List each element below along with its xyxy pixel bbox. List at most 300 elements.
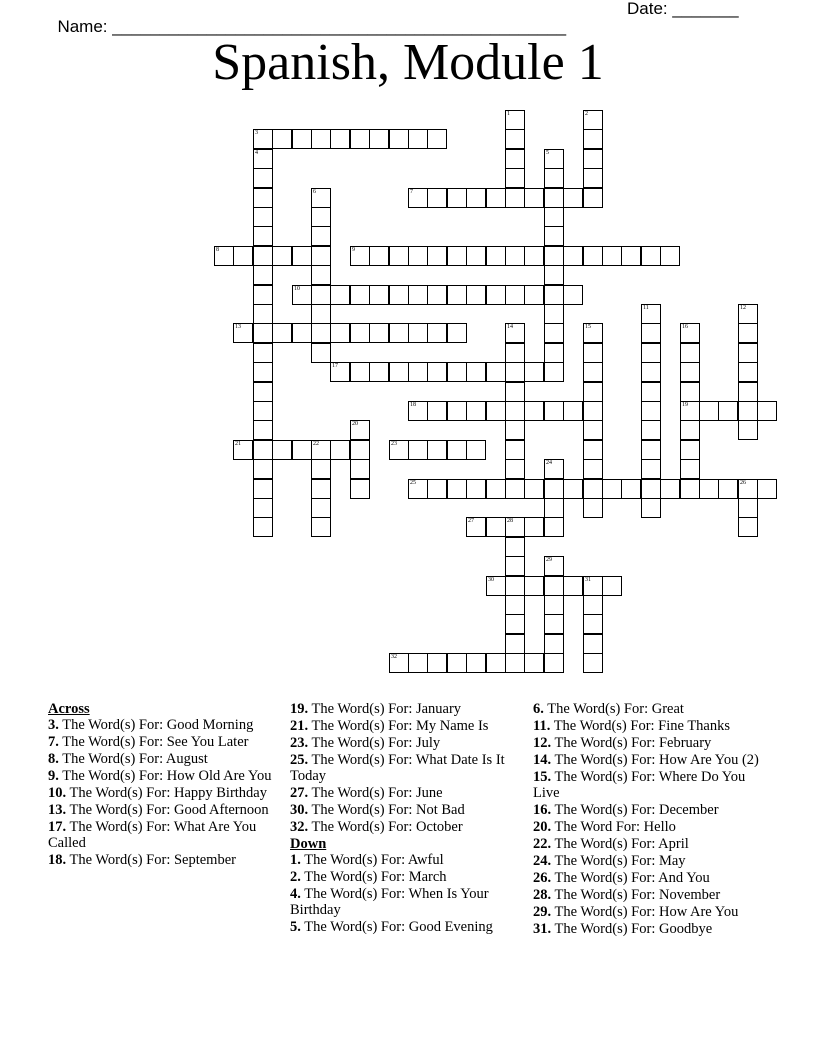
crossword-cell[interactable] xyxy=(427,323,447,343)
crossword-cell[interactable] xyxy=(680,420,700,440)
crossword-cell[interactable] xyxy=(544,498,564,518)
clue-number: 17 xyxy=(332,363,338,369)
crossword-cell[interactable] xyxy=(544,188,564,208)
crossword-cell[interactable] xyxy=(738,304,758,324)
crossword-cell[interactable] xyxy=(389,440,409,460)
crossword-cell[interactable] xyxy=(718,401,738,421)
crossword-cell[interactable] xyxy=(253,304,273,324)
crossword-cell[interactable] xyxy=(466,653,486,673)
crossword-cell[interactable] xyxy=(253,323,273,343)
crossword-cell[interactable] xyxy=(583,323,603,343)
crossword-cell[interactable] xyxy=(427,285,447,305)
crossword-cell[interactable] xyxy=(505,459,525,479)
crossword-cell[interactable] xyxy=(369,285,389,305)
clue-number: 31 xyxy=(585,577,591,583)
crossword-cell[interactable] xyxy=(563,188,583,208)
crossword-cell[interactable] xyxy=(621,246,641,266)
crossword-cell[interactable] xyxy=(311,129,331,149)
crossword-cell[interactable] xyxy=(757,401,777,421)
crossword-cell[interactable] xyxy=(253,265,273,285)
crossword-cell[interactable] xyxy=(583,479,603,499)
crossword-cell[interactable] xyxy=(233,246,253,266)
crossword-cell[interactable] xyxy=(641,498,661,518)
crossword-cell[interactable] xyxy=(311,265,331,285)
crossword-cell[interactable] xyxy=(583,459,603,479)
crossword-cell[interactable] xyxy=(350,440,370,460)
crossword-cell[interactable] xyxy=(583,634,603,654)
crossword-cell[interactable] xyxy=(544,595,564,615)
crossword-cell[interactable] xyxy=(389,653,409,673)
crossword-cell[interactable] xyxy=(641,420,661,440)
clue-text: The Word(s) For: May xyxy=(551,853,686,869)
crossword-cell[interactable] xyxy=(738,362,758,382)
crossword-cell[interactable] xyxy=(311,285,331,305)
crossword-cell[interactable] xyxy=(447,188,467,208)
crossword-cell[interactable] xyxy=(544,207,564,227)
crossword-cell[interactable] xyxy=(427,479,447,499)
clue-text: The Word(s) For: Goodbye xyxy=(551,921,713,937)
crossword-cell[interactable] xyxy=(641,440,661,460)
clue-text: The Word(s) For: Great xyxy=(543,701,684,717)
crossword-cell[interactable] xyxy=(680,382,700,402)
name-field-label[interactable]: Name: ________________________________________________ xyxy=(57,17,567,36)
clue-number: 2 xyxy=(585,111,588,117)
crossword-cell[interactable] xyxy=(505,110,525,130)
crossword-cell[interactable] xyxy=(505,479,525,499)
crossword-cell[interactable] xyxy=(680,323,700,343)
crossword-cell[interactable] xyxy=(602,479,622,499)
crossword-cell[interactable] xyxy=(641,246,661,266)
crossword-cell[interactable] xyxy=(272,323,292,343)
crossword-cell[interactable] xyxy=(292,440,312,460)
crossword-cell[interactable] xyxy=(253,459,273,479)
crossword-cell[interactable] xyxy=(466,440,486,460)
crossword-cell[interactable] xyxy=(738,498,758,518)
crossword-cell[interactable] xyxy=(253,285,273,305)
clue-number: 22. xyxy=(533,836,552,852)
crossword-cell[interactable] xyxy=(447,362,467,382)
clue-number: 25 xyxy=(410,480,416,486)
crossword-cell[interactable] xyxy=(466,479,486,499)
crossword-cell[interactable] xyxy=(466,517,486,537)
crossword-cell[interactable] xyxy=(583,576,603,596)
clue-item xyxy=(533,836,763,852)
clue-item xyxy=(533,752,763,768)
crossword-cell[interactable] xyxy=(253,479,273,499)
crossword-cell[interactable] xyxy=(427,246,447,266)
crossword-cell[interactable] xyxy=(389,129,409,149)
crossword-cell[interactable] xyxy=(408,401,428,421)
crossword-cell[interactable] xyxy=(350,479,370,499)
crossword-cell[interactable] xyxy=(408,362,428,382)
clue-number: 10 xyxy=(294,286,300,292)
crossword-cell[interactable] xyxy=(253,129,273,149)
crossword-cell[interactable] xyxy=(544,149,564,169)
crossword-cell[interactable] xyxy=(524,362,544,382)
clue-item xyxy=(533,735,763,751)
crossword-cell[interactable] xyxy=(544,653,564,673)
crossword-cell[interactable] xyxy=(563,285,583,305)
crossword-cell[interactable] xyxy=(253,207,273,227)
crossword-cell[interactable] xyxy=(524,188,544,208)
crossword-cell[interactable] xyxy=(408,323,428,343)
crossword-cell[interactable] xyxy=(447,653,467,673)
crossword-cell[interactable] xyxy=(466,285,486,305)
crossword-cell[interactable] xyxy=(583,653,603,673)
crossword-cell[interactable] xyxy=(253,188,273,208)
crossword-cell[interactable] xyxy=(369,323,389,343)
crossword-cell[interactable] xyxy=(408,188,428,208)
crossword-cell[interactable] xyxy=(505,188,525,208)
crossword-cell[interactable] xyxy=(563,479,583,499)
crossword-cell[interactable] xyxy=(350,285,370,305)
crossword-cell[interactable] xyxy=(486,246,506,266)
crossword-cell[interactable] xyxy=(544,614,564,634)
crossword-cell[interactable] xyxy=(505,537,525,557)
crossword-cell[interactable] xyxy=(505,614,525,634)
crossword-cell[interactable] xyxy=(466,246,486,266)
crossword-cell[interactable] xyxy=(253,401,273,421)
crossword-cell[interactable] xyxy=(389,285,409,305)
crossword-cell[interactable] xyxy=(505,129,525,149)
clue-text: The Word(s) For: Good Evening xyxy=(300,919,493,935)
crossword-cell[interactable] xyxy=(427,653,447,673)
crossword-cell[interactable] xyxy=(563,576,583,596)
crossword-cell[interactable] xyxy=(524,479,544,499)
clue-text: The Word(s) For: Happy Birthday xyxy=(66,785,267,801)
crossword-cell[interactable] xyxy=(311,188,331,208)
crossword-cell[interactable] xyxy=(311,517,331,537)
crossword-cell[interactable] xyxy=(447,323,467,343)
crossword-cell[interactable] xyxy=(544,226,564,246)
crossword-cell[interactable] xyxy=(292,285,312,305)
clue-number: 4 xyxy=(255,150,258,156)
crossword-cell[interactable] xyxy=(583,362,603,382)
crossword-cell[interactable] xyxy=(350,246,370,266)
crossword-cell[interactable] xyxy=(330,129,350,149)
crossword-cell[interactable] xyxy=(408,246,428,266)
crossword-cell[interactable] xyxy=(427,362,447,382)
crossword-cell[interactable] xyxy=(583,498,603,518)
crossword-cell[interactable] xyxy=(680,343,700,363)
crossword-cell[interactable] xyxy=(505,634,525,654)
crossword-cell[interactable] xyxy=(486,479,506,499)
crossword-cell[interactable] xyxy=(563,246,583,266)
crossword-cell[interactable] xyxy=(583,129,603,149)
crossword-cell[interactable] xyxy=(311,440,331,460)
crossword-cell[interactable] xyxy=(738,517,758,537)
crossword-cell[interactable] xyxy=(583,246,603,266)
crossword-cell[interactable] xyxy=(292,129,312,149)
crossword-cell[interactable] xyxy=(311,479,331,499)
crossword-cell[interactable] xyxy=(466,188,486,208)
crossword-cell[interactable] xyxy=(389,246,409,266)
crossword-cell[interactable] xyxy=(447,285,467,305)
clue-number: 3. xyxy=(48,717,59,733)
crossword-cell[interactable] xyxy=(389,323,409,343)
crossword-cell[interactable] xyxy=(505,323,525,343)
crossword-cell[interactable] xyxy=(311,343,331,363)
crossword-cell[interactable] xyxy=(427,129,447,149)
crossword-cell[interactable] xyxy=(621,479,641,499)
crossword-cell[interactable] xyxy=(641,323,661,343)
crossword-cell[interactable] xyxy=(583,168,603,188)
crossword-cell[interactable] xyxy=(486,362,506,382)
crossword-cell[interactable] xyxy=(311,498,331,518)
crossword-cell[interactable] xyxy=(583,343,603,363)
clue-item xyxy=(290,785,520,801)
crossword-cell[interactable] xyxy=(641,362,661,382)
crossword-cell[interactable] xyxy=(544,343,564,363)
clue-number: 18. xyxy=(48,852,67,868)
clue-number: 17. xyxy=(48,819,67,835)
crossword-cell[interactable] xyxy=(660,246,680,266)
crossword-cell[interactable] xyxy=(253,168,273,188)
crossword-cell[interactable] xyxy=(233,323,253,343)
crossword-cell[interactable] xyxy=(544,576,564,596)
crossword-cell[interactable] xyxy=(505,517,525,537)
crossword-cell[interactable] xyxy=(350,129,370,149)
clue-item xyxy=(533,802,763,818)
crossword-cell[interactable] xyxy=(369,129,389,149)
clue-item xyxy=(48,768,278,784)
clues-column-2 xyxy=(290,701,520,936)
crossword-cell[interactable] xyxy=(699,401,719,421)
crossword-cell[interactable] xyxy=(583,382,603,402)
crossword-cell[interactable] xyxy=(311,207,331,227)
clue-item xyxy=(48,734,278,750)
crossword-cell[interactable] xyxy=(311,323,331,343)
crossword-cell[interactable] xyxy=(486,401,506,421)
clue-item xyxy=(533,887,763,903)
clue-text: The Word(s) For: December xyxy=(551,802,719,818)
crossword-cell[interactable] xyxy=(447,246,467,266)
crossword-cell[interactable] xyxy=(486,285,506,305)
clue-number: 14 xyxy=(507,324,513,330)
crossword-cell[interactable] xyxy=(738,420,758,440)
crossword-cell[interactable] xyxy=(524,401,544,421)
crossword-cell[interactable] xyxy=(544,479,564,499)
clue-number: 6 xyxy=(313,189,316,195)
crossword-cell[interactable] xyxy=(350,459,370,479)
date-field-label[interactable]: Date: _______ xyxy=(627,0,739,18)
crossword-cell[interactable] xyxy=(330,440,350,460)
clue-number: 5 xyxy=(546,150,549,156)
crossword-cell[interactable] xyxy=(524,517,544,537)
crossword-cell[interactable] xyxy=(466,362,486,382)
crossword-cell[interactable] xyxy=(272,129,292,149)
clue-item xyxy=(48,717,278,733)
clue-item xyxy=(48,852,278,868)
crossword-cell[interactable] xyxy=(544,556,564,576)
crossword-cell[interactable] xyxy=(214,246,234,266)
crossword-cell[interactable] xyxy=(408,653,428,673)
crossword-cell[interactable] xyxy=(253,420,273,440)
crossword-cell[interactable] xyxy=(583,149,603,169)
crossword-cell[interactable] xyxy=(757,479,777,499)
crossword-cell[interactable] xyxy=(505,246,525,266)
crossword-cell[interactable] xyxy=(583,401,603,421)
crossword-cell[interactable] xyxy=(311,246,331,266)
clue-text: The Word(s) For: Good Afternoon xyxy=(66,802,269,818)
crossword-cell[interactable] xyxy=(583,188,603,208)
crossword-cell[interactable] xyxy=(486,517,506,537)
crossword-cell[interactable] xyxy=(486,653,506,673)
crossword-cell[interactable] xyxy=(486,188,506,208)
crossword-cell[interactable] xyxy=(718,479,738,499)
crossword-cell[interactable] xyxy=(389,362,409,382)
crossword-cell[interactable] xyxy=(505,576,525,596)
clue-number: 21. xyxy=(290,718,309,734)
crossword-cell[interactable] xyxy=(272,246,292,266)
crossword-cell[interactable] xyxy=(544,401,564,421)
crossword-cell[interactable] xyxy=(583,110,603,130)
crossword-cell[interactable] xyxy=(505,149,525,169)
clues-column-3 xyxy=(533,701,763,938)
clue-number: 25. xyxy=(290,752,309,768)
crossword-cell[interactable] xyxy=(544,246,564,266)
clue-number: 16. xyxy=(533,802,552,818)
crossword-cell[interactable] xyxy=(253,246,273,266)
crossword-cell[interactable] xyxy=(505,653,525,673)
clue-text: The Word(s) For: What Date Is It Today xyxy=(290,752,505,784)
clue-item xyxy=(533,921,763,937)
crossword-cell[interactable] xyxy=(408,285,428,305)
crossword-cell[interactable] xyxy=(544,265,564,285)
crossword-cell[interactable] xyxy=(486,576,506,596)
crossword-cell[interactable] xyxy=(350,362,370,382)
crossword-cell[interactable] xyxy=(738,323,758,343)
clue-text: The Word(s) For: June xyxy=(308,785,443,801)
crossword-cell[interactable] xyxy=(505,285,525,305)
clue-number: 23 xyxy=(391,441,397,447)
crossword-cell[interactable] xyxy=(524,246,544,266)
crossword-cell[interactable] xyxy=(505,362,525,382)
crossword-cell[interactable] xyxy=(369,362,389,382)
crossword-cell[interactable] xyxy=(447,401,467,421)
crossword-cell[interactable] xyxy=(427,440,447,460)
crossword-cell[interactable] xyxy=(641,459,661,479)
crossword-cell[interactable] xyxy=(253,382,273,402)
crossword-cell[interactable] xyxy=(680,459,700,479)
crossword-cell[interactable] xyxy=(544,304,564,324)
crossword-cell[interactable] xyxy=(583,595,603,615)
crossword-cell[interactable] xyxy=(738,382,758,402)
crossword-cell[interactable] xyxy=(680,362,700,382)
crossword-cell[interactable] xyxy=(641,401,661,421)
crossword-cell[interactable] xyxy=(505,382,525,402)
crossword-cell[interactable] xyxy=(544,323,564,343)
crossword-cell[interactable] xyxy=(466,401,486,421)
clue-text: The Word(s) For: What Are You Called xyxy=(48,819,257,851)
crossword-cell[interactable] xyxy=(447,479,467,499)
crossword-cell[interactable] xyxy=(680,440,700,460)
crossword-cell[interactable] xyxy=(524,576,544,596)
clue-item xyxy=(48,785,278,801)
clue-text: The Word For: Hello xyxy=(551,819,676,835)
crossword-cell[interactable] xyxy=(583,440,603,460)
crossword-cell[interactable] xyxy=(505,168,525,188)
crossword-cell[interactable] xyxy=(447,440,467,460)
crossword-cell[interactable] xyxy=(544,168,564,188)
crossword-cell[interactable] xyxy=(292,246,312,266)
crossword-cell[interactable] xyxy=(544,285,564,305)
crossword-cell[interactable] xyxy=(699,479,719,499)
crossword-cell[interactable] xyxy=(641,304,661,324)
clue-number: 32. xyxy=(290,819,309,835)
crossword-cell[interactable] xyxy=(505,343,525,363)
crossword-cell[interactable] xyxy=(311,226,331,246)
clue-number: 19 xyxy=(682,402,688,408)
clue-item xyxy=(290,819,520,835)
crossword-cell[interactable] xyxy=(641,382,661,402)
crossword-cell[interactable] xyxy=(253,343,273,363)
crossword-cell[interactable] xyxy=(408,129,428,149)
crossword-cell[interactable] xyxy=(427,188,447,208)
crossword-cell[interactable] xyxy=(253,517,273,537)
crossword-cell[interactable] xyxy=(680,479,700,499)
crossword-cell[interactable] xyxy=(544,459,564,479)
crossword-cell[interactable] xyxy=(272,440,292,460)
crossword-cell[interactable] xyxy=(602,576,622,596)
clue-number: 26. xyxy=(533,870,552,886)
crossword-cell[interactable] xyxy=(292,323,312,343)
crossword-cell[interactable] xyxy=(350,323,370,343)
crossword-cell[interactable] xyxy=(253,362,273,382)
crossword-cell[interactable] xyxy=(544,362,564,382)
crossword-cell[interactable] xyxy=(505,440,525,460)
crossword-cell[interactable] xyxy=(505,595,525,615)
crossword-cell[interactable] xyxy=(505,420,525,440)
crossword-cell[interactable] xyxy=(680,401,700,421)
crossword-cell[interactable] xyxy=(660,479,680,499)
crossword-cell[interactable] xyxy=(738,401,758,421)
crossword-cell[interactable] xyxy=(583,614,603,634)
crossword-cell[interactable] xyxy=(583,420,603,440)
crossword-cell[interactable] xyxy=(330,285,350,305)
crossword-cell[interactable] xyxy=(253,440,273,460)
crossword-cell[interactable] xyxy=(524,285,544,305)
crossword-cell[interactable] xyxy=(524,653,544,673)
crossword-cell[interactable] xyxy=(641,343,661,363)
crossword-cell[interactable] xyxy=(330,323,350,343)
crossword-cell[interactable] xyxy=(253,149,273,169)
clue-text: The Word(s) For: July xyxy=(308,735,441,751)
crossword-cell[interactable] xyxy=(408,440,428,460)
crossword-cell[interactable] xyxy=(738,479,758,499)
crossword-cell[interactable] xyxy=(505,556,525,576)
crossword-cell[interactable] xyxy=(233,440,253,460)
crossword-cell[interactable] xyxy=(369,246,389,266)
crossword-cell[interactable] xyxy=(330,362,350,382)
crossword-cell[interactable] xyxy=(311,304,331,324)
crossword-cell[interactable] xyxy=(311,459,331,479)
crossword-cell[interactable] xyxy=(544,634,564,654)
crossword-cell[interactable] xyxy=(544,517,564,537)
crossword-cell[interactable] xyxy=(253,226,273,246)
crossword-cell[interactable] xyxy=(253,498,273,518)
clue-text: The Word(s) For: Not Bad xyxy=(308,802,465,818)
crossword-cell[interactable] xyxy=(427,401,447,421)
crossword-cell[interactable] xyxy=(641,479,661,499)
crossword-cell[interactable] xyxy=(350,420,370,440)
crossword-cell[interactable] xyxy=(505,401,525,421)
crossword-cell[interactable] xyxy=(563,401,583,421)
crossword-cell[interactable] xyxy=(602,246,622,266)
crossword-cell[interactable] xyxy=(408,479,428,499)
crossword-cell[interactable] xyxy=(738,343,758,363)
clue-text: The Word(s) For: March xyxy=(300,869,447,885)
